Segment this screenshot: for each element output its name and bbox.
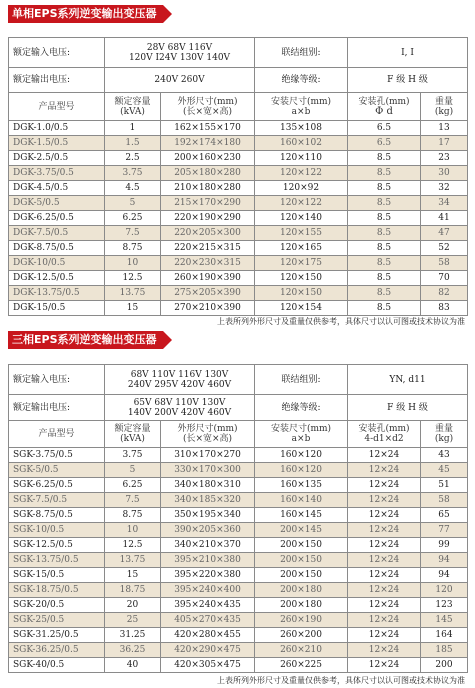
dimensions-cell: 210×180×280 xyxy=(161,181,255,196)
hole-cell: 12×24 xyxy=(348,553,421,568)
mounting-cell: 120×92 xyxy=(255,181,348,196)
capacity-cell: 31.25 xyxy=(105,628,161,643)
output-voltage-label: 额定输出电压: xyxy=(9,68,105,93)
weight-cell: 30 xyxy=(421,166,468,181)
mounting-cell: 260×210 xyxy=(255,643,348,658)
capacity-header-line2: (kVA) xyxy=(120,106,145,117)
hole-cell: 12×24 xyxy=(348,493,421,508)
capacity-cell: 13.75 xyxy=(105,553,161,568)
three-phase-title: 三相EPS系列逆变输出变压器 xyxy=(8,331,163,349)
model-cell: DGK-3.75/0.5 xyxy=(9,166,105,181)
capacity-cell: 5 xyxy=(105,463,161,478)
dimensions-cell: 220×215×315 xyxy=(161,241,255,256)
meta-row-output xyxy=(9,395,468,421)
hole-cell: 8.5 xyxy=(348,181,421,196)
dimensions-header-line2: (长×宽×高) xyxy=(182,106,233,117)
weight-cell: 52 xyxy=(421,241,468,256)
table-row xyxy=(9,271,468,286)
capacity-cell: 1.5 xyxy=(105,136,161,151)
hole-header-line2: Φ d xyxy=(375,105,393,117)
mounting-cell: 200×150 xyxy=(255,538,348,553)
col-header-weight xyxy=(421,93,468,121)
dimensions-cell: 205×180×280 xyxy=(161,166,255,181)
model-cell: SGK-7.5/0.5 xyxy=(9,493,105,508)
dimensions-cell: 162×155×170 xyxy=(161,121,255,136)
dimensions-cell: 350×195×340 xyxy=(161,508,255,523)
output-voltage-line1: 65V 68V 110V 130V xyxy=(133,397,226,408)
col-header-dimensions xyxy=(161,421,255,448)
weight-cell: 94 xyxy=(421,568,468,583)
dimensions-cell: 220×190×290 xyxy=(161,211,255,226)
mounting-cell: 160×135 xyxy=(255,478,348,493)
col-header-dimensions xyxy=(161,93,255,121)
mounting-cell: 135×108 xyxy=(255,121,348,136)
capacity-cell: 2.5 xyxy=(105,151,161,166)
mounting-cell: 120×175 xyxy=(255,256,348,271)
model-cell: SGK-6.25/0.5 xyxy=(9,478,105,493)
input-voltage-line1: 68V 110V 116V 130V xyxy=(130,369,229,380)
capacity-cell: 6.25 xyxy=(105,211,161,226)
connection-label: 联结组别: xyxy=(255,38,348,68)
meta-row-input xyxy=(9,38,468,68)
dimensions-header-line2: (长×宽×高) xyxy=(182,434,233,444)
output-voltage-label: 额定输出电压: xyxy=(9,395,105,421)
meta-row-input xyxy=(9,365,468,395)
mounting-header-line1: 安装尺寸(mm) xyxy=(270,96,332,107)
table-row xyxy=(9,628,468,643)
model-cell: SGK-8.75/0.5 xyxy=(9,508,105,523)
model-cell: SGK-10/0.5 xyxy=(9,523,105,538)
dimensions-cell: 420×305×475 xyxy=(161,658,255,673)
capacity-cell: 4.5 xyxy=(105,181,161,196)
dimensions-cell: 270×210×390 xyxy=(161,301,255,316)
mounting-cell: 200×180 xyxy=(255,583,348,598)
weight-cell: 94 xyxy=(421,553,468,568)
table-row xyxy=(9,598,468,613)
model-cell: DGK-8.75/0.5 xyxy=(9,241,105,256)
mounting-cell: 120×140 xyxy=(255,211,348,226)
dimensions-cell: 215×170×290 xyxy=(161,196,255,211)
model-cell: SGK-12.5/0.5 xyxy=(9,538,105,553)
hole-cell: 12×24 xyxy=(348,628,421,643)
dimensions-cell: 192×174×180 xyxy=(161,136,255,151)
capacity-cell: 25 xyxy=(105,613,161,628)
capacity-header-line1: 额定容量 xyxy=(114,424,151,434)
mounting-cell: 120×154 xyxy=(255,301,348,316)
hole-cell: 12×24 xyxy=(348,568,421,583)
hole-cell: 8.5 xyxy=(348,151,421,166)
hole-cell: 6.5 xyxy=(348,121,421,136)
table-row xyxy=(9,508,468,523)
model-cell: SGK-13.75/0.5 xyxy=(9,553,105,568)
model-cell: DGK-1.5/0.5 xyxy=(9,136,105,151)
table-row xyxy=(9,568,468,583)
dimensions-cell: 395×240×400 xyxy=(161,583,255,598)
model-cell: DGK-5/0.5 xyxy=(9,196,105,211)
model-cell: DGK-13.75/0.5 xyxy=(9,286,105,301)
col-header-model: 产品型号 xyxy=(9,421,105,448)
table-row xyxy=(9,613,468,628)
mounting-cell: 120×110 xyxy=(255,151,348,166)
hole-cell: 8.5 xyxy=(348,301,421,316)
dimensions-cell: 220×205×300 xyxy=(161,226,255,241)
dimensions-cell: 405×270×435 xyxy=(161,613,255,628)
weight-cell: 200 xyxy=(421,658,468,673)
hole-cell: 8.5 xyxy=(348,256,421,271)
hole-cell: 12×24 xyxy=(348,463,421,478)
mounting-cell: 120×165 xyxy=(255,241,348,256)
weight-cell: 58 xyxy=(421,493,468,508)
capacity-cell: 6.25 xyxy=(105,478,161,493)
capacity-cell: 12.5 xyxy=(105,271,161,286)
table-row xyxy=(9,211,468,226)
hole-cell: 8.5 xyxy=(348,166,421,181)
weight-cell: 47 xyxy=(421,226,468,241)
table-row xyxy=(9,643,468,658)
weight-cell: 45 xyxy=(421,463,468,478)
hole-cell: 8.5 xyxy=(348,211,421,226)
insulation-value: F 级 H 级 xyxy=(348,395,468,421)
col-header-weight xyxy=(421,421,468,448)
mounting-header-line2: a×b xyxy=(291,434,311,444)
mounting-cell: 200×180 xyxy=(255,598,348,613)
input-voltage-line2: 120V I24V 130V 140V xyxy=(128,52,231,63)
model-cell: SGK-31.25/0.5 xyxy=(9,628,105,643)
hole-cell: 12×24 xyxy=(348,523,421,538)
weight-cell: 65 xyxy=(421,508,468,523)
single-phase-title: 单相EPS系列逆变输出变压器 xyxy=(8,5,163,23)
model-cell: SGK-40/0.5 xyxy=(9,658,105,673)
table-row xyxy=(9,658,468,673)
hole-cell: 12×24 xyxy=(348,598,421,613)
connection-value: I, I xyxy=(348,38,468,68)
table-row xyxy=(9,301,468,316)
weight-cell: 145 xyxy=(421,613,468,628)
dimensions-cell: 395×240×435 xyxy=(161,598,255,613)
col-header-mounting xyxy=(255,421,348,448)
dimensions-cell: 390×205×360 xyxy=(161,523,255,538)
capacity-cell: 20 xyxy=(105,598,161,613)
table-row xyxy=(9,463,468,478)
dimensions-cell: 330×170×300 xyxy=(161,463,255,478)
weight-cell: 77 xyxy=(421,523,468,538)
capacity-cell: 8.75 xyxy=(105,241,161,256)
mounting-cell: 160×120 xyxy=(255,448,348,463)
capacity-cell: 3.75 xyxy=(105,448,161,463)
table-row xyxy=(9,523,468,538)
col-header-hole xyxy=(348,421,421,448)
mounting-cell: 120×122 xyxy=(255,166,348,181)
capacity-cell: 15 xyxy=(105,568,161,583)
model-cell: DGK-6.25/0.5 xyxy=(9,211,105,226)
weight-cell: 34 xyxy=(421,196,468,211)
hole-cell: 8.5 xyxy=(348,286,421,301)
weight-cell: 43 xyxy=(421,448,468,463)
weight-cell: 51 xyxy=(421,478,468,493)
hole-cell: 12×24 xyxy=(348,508,421,523)
mounting-cell: 120×155 xyxy=(255,226,348,241)
weight-cell: 32 xyxy=(421,181,468,196)
dimensions-header-line1: 外形尺寸(mm) xyxy=(177,96,238,107)
mounting-cell: 260×190 xyxy=(255,613,348,628)
input-voltage-label: 额定输入电压: xyxy=(9,365,105,395)
mounting-cell: 160×140 xyxy=(255,493,348,508)
weight-cell: 185 xyxy=(421,643,468,658)
header-row xyxy=(9,421,468,448)
col-header-capacity xyxy=(105,421,161,448)
hole-cell: 12×24 xyxy=(348,448,421,463)
mounting-cell: 200×150 xyxy=(255,553,348,568)
input-voltage-line1: 28V 68V 116V xyxy=(146,42,213,53)
insulation-label: 绝缘等级: xyxy=(255,395,348,421)
input-voltage-line2: 240V 295V 420V 460V xyxy=(127,379,232,390)
hole-cell: 8.5 xyxy=(348,226,421,241)
dimensions-cell: 420×290×475 xyxy=(161,643,255,658)
col-header-hole xyxy=(348,93,421,121)
weight-cell: 82 xyxy=(421,286,468,301)
col-header-model: 产品型号 xyxy=(9,93,105,121)
table-row xyxy=(9,166,468,181)
three-phase-table xyxy=(8,364,468,673)
hole-header-line1: 安装孔(mm) xyxy=(358,424,410,434)
capacity-cell: 5 xyxy=(105,196,161,211)
capacity-cell: 18.75 xyxy=(105,583,161,598)
single-phase-note: 上表所列外形尺寸及重量仅供参考，具体尺寸以认可图或技术协议为准 xyxy=(217,317,465,326)
capacity-cell: 7.5 xyxy=(105,226,161,241)
dimensions-cell: 260×190×390 xyxy=(161,271,255,286)
hole-cell: 12×24 xyxy=(348,643,421,658)
dimensions-cell: 310×170×270 xyxy=(161,448,255,463)
single-phase-table xyxy=(8,37,468,316)
capacity-cell: 40 xyxy=(105,658,161,673)
model-cell: DGK-1.0/0.5 xyxy=(9,121,105,136)
table-row xyxy=(9,553,468,568)
mounting-cell: 160×120 xyxy=(255,463,348,478)
output-voltage-line2: 140V 200V 420V 460V xyxy=(127,407,232,418)
hole-cell: 6.5 xyxy=(348,136,421,151)
mounting-cell: 200×150 xyxy=(255,568,348,583)
table-row xyxy=(9,151,468,166)
single-phase-rows xyxy=(9,121,468,316)
capacity-cell: 1 xyxy=(105,121,161,136)
capacity-cell: 10 xyxy=(105,256,161,271)
weight-cell: 70 xyxy=(421,271,468,286)
capacity-cell: 36.25 xyxy=(105,643,161,658)
model-cell: SGK-20/0.5 xyxy=(9,598,105,613)
model-cell: SGK-25/0.5 xyxy=(9,613,105,628)
mounting-cell: 120×122 xyxy=(255,196,348,211)
hole-cell: 12×24 xyxy=(348,583,421,598)
weight-header-line1: 重量 xyxy=(435,424,454,434)
weight-header-line2: (kg) xyxy=(434,434,454,444)
three-phase-note: 上表所列外形尺寸及重量仅供参考，具体尺寸以认可图或技术协议为准 xyxy=(217,676,465,685)
insulation-label: 绝缘等级: xyxy=(255,68,348,93)
input-voltage-values xyxy=(105,365,255,395)
dimensions-header-line1: 外形尺寸(mm) xyxy=(177,424,238,434)
three-phase-rows xyxy=(9,448,468,673)
weight-cell: 23 xyxy=(421,151,468,166)
insulation-value: F 级 H 级 xyxy=(348,68,468,93)
model-cell: SGK-15/0.5 xyxy=(9,568,105,583)
header-row xyxy=(9,93,468,121)
capacity-header-line2: (kVA) xyxy=(120,434,145,444)
dimensions-cell: 395×220×380 xyxy=(161,568,255,583)
dimensions-cell: 420×280×455 xyxy=(161,628,255,643)
hole-cell: 12×24 xyxy=(348,658,421,673)
mounting-cell: 160×102 xyxy=(255,136,348,151)
mounting-header-line1: 安装尺寸(mm) xyxy=(270,424,332,434)
capacity-cell: 7.5 xyxy=(105,493,161,508)
weight-cell: 41 xyxy=(421,211,468,226)
col-header-capacity xyxy=(105,93,161,121)
weight-cell: 13 xyxy=(421,121,468,136)
table-row xyxy=(9,286,468,301)
table-row xyxy=(9,226,468,241)
mounting-cell: 260×225 xyxy=(255,658,348,673)
connection-value: YN, d11 xyxy=(348,365,468,395)
dimensions-cell: 220×230×315 xyxy=(161,256,255,271)
model-cell: DGK-4.5/0.5 xyxy=(9,181,105,196)
table-row xyxy=(9,538,468,553)
dimensions-cell: 340×180×310 xyxy=(161,478,255,493)
hole-cell: 8.5 xyxy=(348,241,421,256)
table-row xyxy=(9,478,468,493)
connection-label: 联结组别: xyxy=(255,365,348,395)
model-cell: SGK-36.25/0.5 xyxy=(9,643,105,658)
table-row xyxy=(9,583,468,598)
hole-header-line2: 4-d1×d2 xyxy=(364,434,404,444)
table-row xyxy=(9,196,468,211)
capacity-cell: 8.75 xyxy=(105,508,161,523)
mounting-cell: 200×145 xyxy=(255,523,348,538)
weight-cell: 123 xyxy=(421,598,468,613)
hole-header-line1: 安装孔(mm) xyxy=(358,96,410,107)
dimensions-cell: 275×205×390 xyxy=(161,286,255,301)
col-header-mounting xyxy=(255,93,348,121)
table-row xyxy=(9,136,468,151)
weight-cell: 164 xyxy=(421,628,468,643)
capacity-cell: 10 xyxy=(105,523,161,538)
mounting-cell: 120×150 xyxy=(255,286,348,301)
model-cell: SGK-3.75/0.5 xyxy=(9,448,105,463)
weight-cell: 58 xyxy=(421,256,468,271)
dimensions-cell: 200×160×230 xyxy=(161,151,255,166)
input-voltage-label: 额定输入电压: xyxy=(9,38,105,68)
weight-header-line2: (kg) xyxy=(434,106,454,117)
dimensions-cell: 340×210×370 xyxy=(161,538,255,553)
hole-cell: 12×24 xyxy=(348,478,421,493)
hole-cell: 8.5 xyxy=(348,271,421,286)
hole-cell: 8.5 xyxy=(348,196,421,211)
dimensions-cell: 340×185×320 xyxy=(161,493,255,508)
mounting-header-line2: a×b xyxy=(291,106,311,117)
capacity-cell: 12.5 xyxy=(105,538,161,553)
meta-row-output xyxy=(9,68,468,93)
weight-cell: 83 xyxy=(421,301,468,316)
model-cell: DGK-2.5/0.5 xyxy=(9,151,105,166)
mounting-cell: 160×145 xyxy=(255,508,348,523)
model-cell: SGK-5/0.5 xyxy=(9,463,105,478)
weight-cell: 120 xyxy=(421,583,468,598)
table-row xyxy=(9,493,468,508)
table-row xyxy=(9,256,468,271)
model-cell: DGK-12.5/0.5 xyxy=(9,271,105,286)
hole-cell: 12×24 xyxy=(348,613,421,628)
mounting-cell: 260×200 xyxy=(255,628,348,643)
weight-cell: 99 xyxy=(421,538,468,553)
mounting-cell: 120×150 xyxy=(255,271,348,286)
capacity-cell: 13.75 xyxy=(105,286,161,301)
capacity-cell: 15 xyxy=(105,301,161,316)
table-row xyxy=(9,448,468,463)
hole-cell: 12×24 xyxy=(348,538,421,553)
output-voltage-value: 240V 260V xyxy=(105,68,255,93)
table-row xyxy=(9,121,468,136)
capacity-header-line1: 额定容量 xyxy=(114,96,151,107)
capacity-cell: 3.75 xyxy=(105,166,161,181)
weight-header-line1: 重量 xyxy=(434,96,453,107)
table-row xyxy=(9,241,468,256)
input-voltage-values xyxy=(105,38,255,68)
table-row xyxy=(9,181,468,196)
model-cell: DGK-15/0.5 xyxy=(9,301,105,316)
output-voltage-values xyxy=(105,395,255,421)
weight-cell: 17 xyxy=(421,136,468,151)
model-cell: DGK-7.5/0.5 xyxy=(9,226,105,241)
model-cell: SGK-18.75/0.5 xyxy=(9,583,105,598)
model-cell: DGK-10/0.5 xyxy=(9,256,105,271)
dimensions-cell: 395×210×380 xyxy=(161,553,255,568)
